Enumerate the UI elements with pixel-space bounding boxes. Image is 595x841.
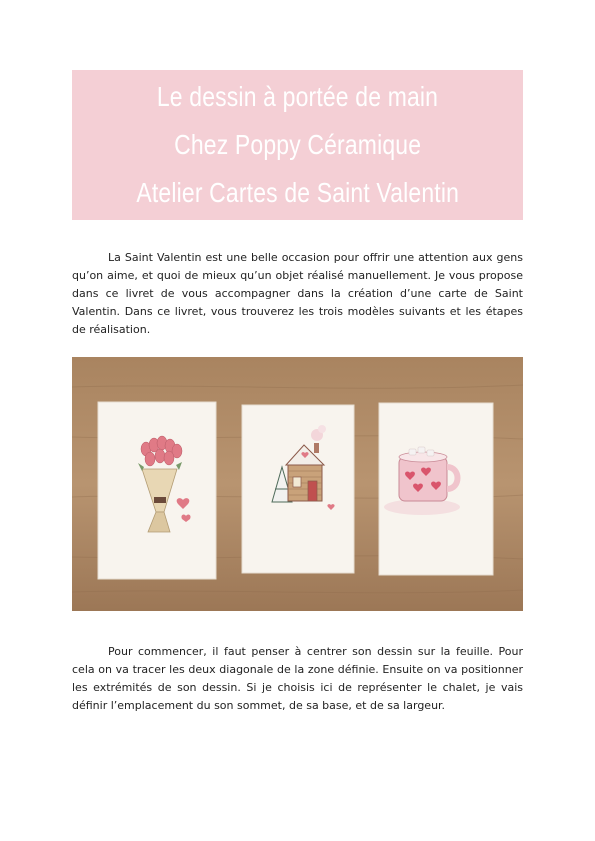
- mug-card: [379, 403, 493, 575]
- title-banner: [72, 70, 523, 220]
- cards-photo: [72, 357, 523, 611]
- cards-photo-svg: [72, 357, 523, 611]
- step1-paragraph: Pour commencer, il faut penser à centrer son dessin sur la feuille. Pour cela on va tracer les deux diagonale de la zone définie. Ensuite on va positionner les extrémités de son dessin. Si je choisis ici de représenter le chalet, je vais définir l’emplacement du son sommet, de sa base, et de sa largeur.: [72, 645, 523, 712]
- bouquet-card: [98, 402, 216, 579]
- chalet-card: [242, 405, 354, 573]
- title-line-2: Chez Poppy Céramique: [173, 129, 422, 160]
- title-line-3: Atelier Cartes de Saint Valentin: [136, 177, 459, 208]
- intro-paragraph: La Saint Valentin est une belle occasion pour offrir une attention aux gens qu’on aime, et quoi de mieux qu’un objet réalisé manuellement. Je vous propose dans ce livret de vous accompagner dans la création d’une carte de Saint Valentin. Dans ce livret, vous trouverez les trois modèles suivants et les étapes de réalisation.: [72, 251, 523, 336]
- title-line-1: Le dessin à portée de main: [156, 81, 439, 112]
